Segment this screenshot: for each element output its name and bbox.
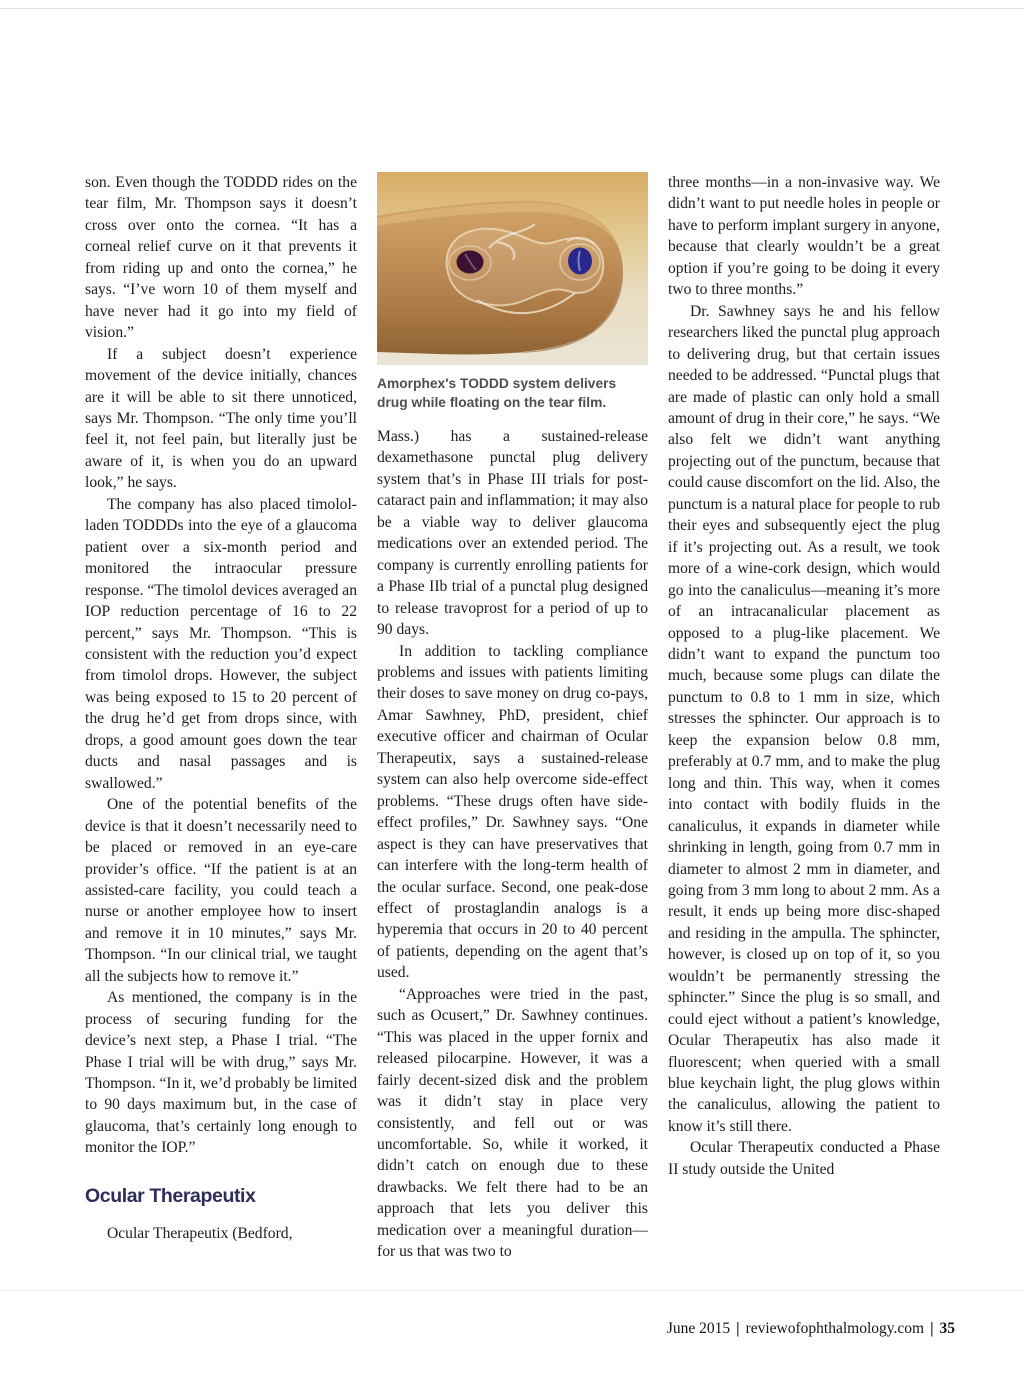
footer-page-number: 35 (939, 1320, 955, 1337)
body-paragraph: As mentioned, the company is in the process of securing funding for the device’s next step, a Phase I trial. “The Phase I trial will be with drug,” says Mr. Thompson. “In it, we’d probably be limited to 90 days maximum but, in the case of glaucoma, that’s certainly long enough to monitor the IOP.” (85, 989, 357, 1157)
body-paragraph: Mass.) has a sustained-release dexamethasone punctal plug delivery system that’s in Phase III trials for post-cataract pain and inflammation; it may also be a viable way to deliver glaucoma medications over an extended period. The company is currently enrolling patients for a Phase IIb trial of a punctal plug designed to release travoprost for a period of up to 90 days. (377, 428, 648, 639)
body-paragraph: “Approaches were tried in the past, such as Ocusert,” Dr. Sawhney continues. “This was placed in the upper fornix and released pilocarpine. However, it was a fairly decent-sized disk and the problem was it didn’t stay in place very consistently, and fell out or was uncomfortable. So, while it worked, it didn’t catch on enough due to these drawbacks. We felt there had to be an approach that lets you deliver this medication over a meaningful duration—for us that was two to (377, 985, 648, 1261)
page-footer (667, 1320, 955, 1338)
figure-caption: Amorphex's TODDD system delivers drug while floating on the tear film. (377, 376, 617, 410)
body-paragraph: In addition to tackling compliance problems and issues with patients limiting their doses to save money on drug co-pays, Amar Sawhney, PhD, president, chief executive officer and chairman of Ocular Therapeutix, says a sustained-release system can also help overcome side-effect problems. “These drugs often have side-effect profiles,” Dr. Sawhney says. “One aspect is they can have preservatives that can interfere with the long-term health of the ocular surface. Second, one peak-dose effect of prostaglandin analogs is a hyperemia that occurs in 20 to 40 percent of patients, depending on the agent that’s used. (377, 642, 648, 982)
todd-photo (377, 172, 648, 365)
body-paragraph: Ocular Therapeutix (Bedford, (107, 1225, 293, 1243)
body-paragraph: Dr. Sawhney says he and his fellow researchers liked the punctal plug approach to delivering drug, but that certain issues needed to be addressed. “Punctal plugs that are made of plastic can only hold a small amount of drug in their core,” he says. “We also felt we didn’t want anything projecting out of the punctum, because that could cause discomfort on the lid. Also, the punctum is a natural place for people to rub their eyes and subsequently eject the plug if it’s projecting out. As a result, we took more of a wine-cork design, which would go into the canaliculus—meaning it’s more of an intracanalicular placement as opposed to a plug-like placement. We didn’t want to expand the punctum too much, because some plugs can dilate the punctum to 0.8 to 1 mm in size, which stresses the sphincter. Our approach is to keep the expansion below 0.8 mm, preferably at 0.7 mm, and to make the plug long and thin. This way, when it comes into contact with bodily fluids in the canaliculus, it expands in diameter while shrinking in length, going from 0.7 mm in diameter to almost 2 mm in diameter, and going from 3 mm long to about 2 mm. As a result, it ends up being more disc-shaped and residing in the ampulla. The sphincter, however, is closed up on top of it, so you wouldn’t be permanently stressing the sphincter.” Since the plug is so small, and could eject without a patient’s knowledge, Ocular Therapeutix has also made it fluorescent; when queried with a small blue keychain light, the plug glows within the canaliculus, allowing the patient to know it’s still there. (668, 302, 940, 1135)
footer-separator: | (736, 1320, 740, 1337)
text-column-3 (668, 172, 940, 1180)
footer-separator: | (930, 1320, 934, 1337)
todd-figure (377, 172, 648, 412)
section-heading: Ocular Therapeutix (85, 1184, 256, 1207)
body-paragraph: son. Even though the TODDD rides on the tear film, Mr. Thompson says it doesn’t cross over onto the cornea. “It has a corneal relief curve on it that prevents it from riding up and onto the cornea,” he says. “I’ve worn 10 of them myself and have never had it go into my field of vision.” (85, 174, 357, 342)
body-paragraph: Ocular Therapeutix conducted a Phase II study outside the United (668, 1139, 940, 1178)
text-column-1 (85, 172, 357, 1245)
page-top-rule (0, 8, 1024, 9)
body-paragraph: One of the potential benefits of the device is that it doesn’t necessarily need to be placed or removed in an eye-care provider’s office. “If the patient is at an assisted-care facility, you could teach a nurse or another employee how to insert and remove it in 10 minutes,” says Mr. Thompson. “In our clinical trial, we taught all the subjects how to remove it.” (85, 796, 357, 985)
body-paragraph: The company has also placed timolol-laden TODDDs into the eye of a glaucoma patient over a six-month period and monitored the intraocular pressure response. “The timolol devices averaged an IOP reduction percentage of 16 to 22 percent,” says Mr. Thompson. “This is consistent with the reduction you’d expect from timolol drops. However, the subject was being exposed to 15 to 20 percent of the drug he’d get from drops since, with drops, a good amount goes down the tear ducts and nasal passages and is swallowed.” (85, 495, 357, 792)
footer-date: June 2015 (666, 1320, 731, 1337)
page-bottom-rule (0, 1290, 1024, 1291)
body-paragraph: three months—in a non-invasive way. We didn’t want to put needle holes in people or have to perform implant surgery in anyone, because that clearly wouldn’t be a great option if you’re going to be doing it every two to three months.” (668, 174, 940, 299)
footer-site: reviewofophthalmology.com (745, 1320, 925, 1337)
body-paragraph: If a subject doesn’t experience movement of the device initially, chances are it will be able to sit there unnoticed, says Mr. Thompson. “The only time you’ll feel it, not feel pain, but literally just be aware of it, is when you do an upward look,” he says. (85, 345, 357, 492)
text-column-2 (377, 172, 648, 1263)
